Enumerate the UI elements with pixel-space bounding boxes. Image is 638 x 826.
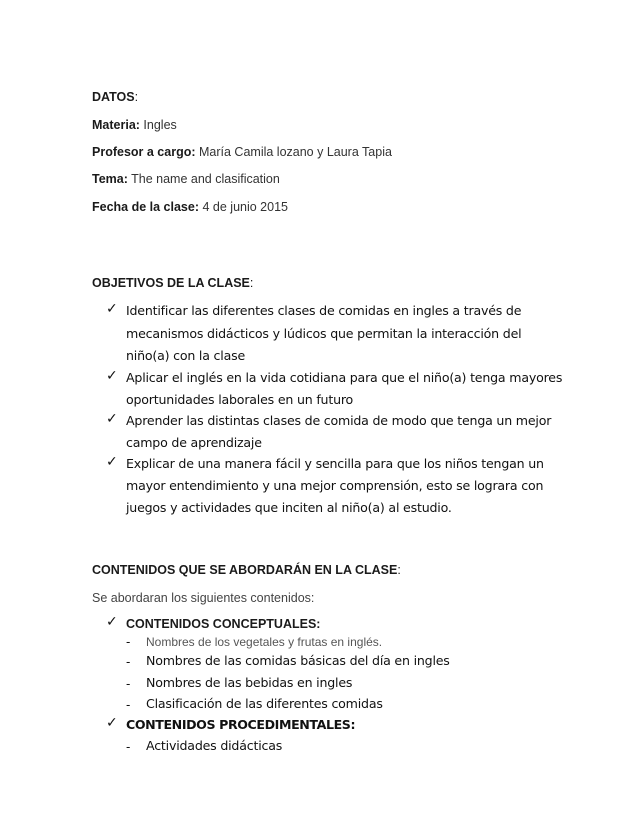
conceptual-item: Nombres de los vegetales y frutas en inglés. — [146, 635, 383, 649]
objetivo-line: oportunidades laborales en un futuro — [126, 392, 354, 407]
dash-bullet: - — [126, 654, 131, 669]
objetivos-label: OBJETIVOS DE LA CLASE — [92, 276, 250, 290]
check-icon: ✓ — [106, 715, 118, 731]
objetivo-line: mayor entendimiento y una mejor comprensión, esto se lograra con — [126, 478, 544, 493]
dash-bullet: - — [126, 634, 131, 649]
objetivo-line: Aprender las distintas clases de comida de modo que tenga un mejor — [126, 413, 552, 428]
profesor-label: Profesor a cargo: — [92, 145, 196, 159]
dash-bullet: - — [126, 676, 131, 691]
profesor-value: María Camila lozano y Laura Tapia — [199, 145, 392, 159]
objetivo-line: mecanismos didácticos y lúdicos que permitan la interacción del — [126, 326, 522, 341]
procedural-item: Actividades didácticas — [146, 738, 283, 753]
tema-label: Tema: — [92, 172, 128, 186]
contenidos-intro: Se abordaran los siguientes contenidos: — [92, 591, 315, 605]
contenidos-heading — [92, 563, 401, 577]
materia-label: Materia: — [92, 118, 140, 132]
profesor-row — [92, 145, 392, 159]
check-icon: ✓ — [106, 301, 118, 317]
materia-row — [92, 118, 177, 132]
datos-label: DATOS — [92, 90, 135, 104]
objetivo-line: niño(a) con la clase — [126, 348, 245, 363]
conceptual-item: Clasificación de las diferentes comidas — [146, 696, 383, 711]
tema-row — [92, 172, 280, 186]
datos-heading — [92, 90, 138, 104]
conceptuales-heading: CONTENIDOS CONCEPTUALES: — [126, 617, 321, 631]
check-icon: ✓ — [106, 454, 118, 470]
fecha-value: 4 de junio 2015 — [202, 200, 288, 214]
check-icon: ✓ — [106, 368, 118, 384]
fecha-label: Fecha de la clase: — [92, 200, 200, 214]
objetivo-line: juegos y actividades que inciten al niño(a) al estudio. — [126, 500, 452, 515]
objetivos-colon: : — [249, 276, 254, 290]
objetivos-heading — [92, 276, 253, 290]
contenidos-colon: : — [397, 563, 401, 577]
fecha-row — [92, 200, 288, 214]
check-icon: ✓ — [106, 411, 118, 427]
objetivo-line: Aplicar el inglés en la vida cotidiana para que el niño(a) tenga mayores — [126, 370, 563, 385]
check-icon: ✓ — [106, 614, 118, 630]
materia-value: Ingles — [143, 118, 177, 132]
objetivo-line: Explicar de una manera fácil y sencilla para que los niños tengan un — [126, 456, 544, 471]
conceptual-item: Nombres de las comidas básicas del día en ingles — [146, 653, 450, 668]
datos-colon: : — [134, 90, 139, 104]
objetivo-line: campo de aprendizaje — [126, 435, 262, 450]
dash-bullet: - — [126, 739, 131, 754]
dash-bullet: - — [126, 697, 131, 712]
procedimentales-heading: CONTENIDOS PROCEDIMENTALES: — [126, 717, 356, 732]
conceptual-item: Nombres de las bebidas en ingles — [146, 675, 353, 690]
objetivo-line: Identificar las diferentes clases de comidas en ingles a través de — [126, 303, 522, 318]
tema-value: The name and clasification — [131, 172, 280, 186]
contenidos-label: CONTENIDOS QUE SE ABORDARÁN EN LA CLASE — [92, 563, 398, 577]
